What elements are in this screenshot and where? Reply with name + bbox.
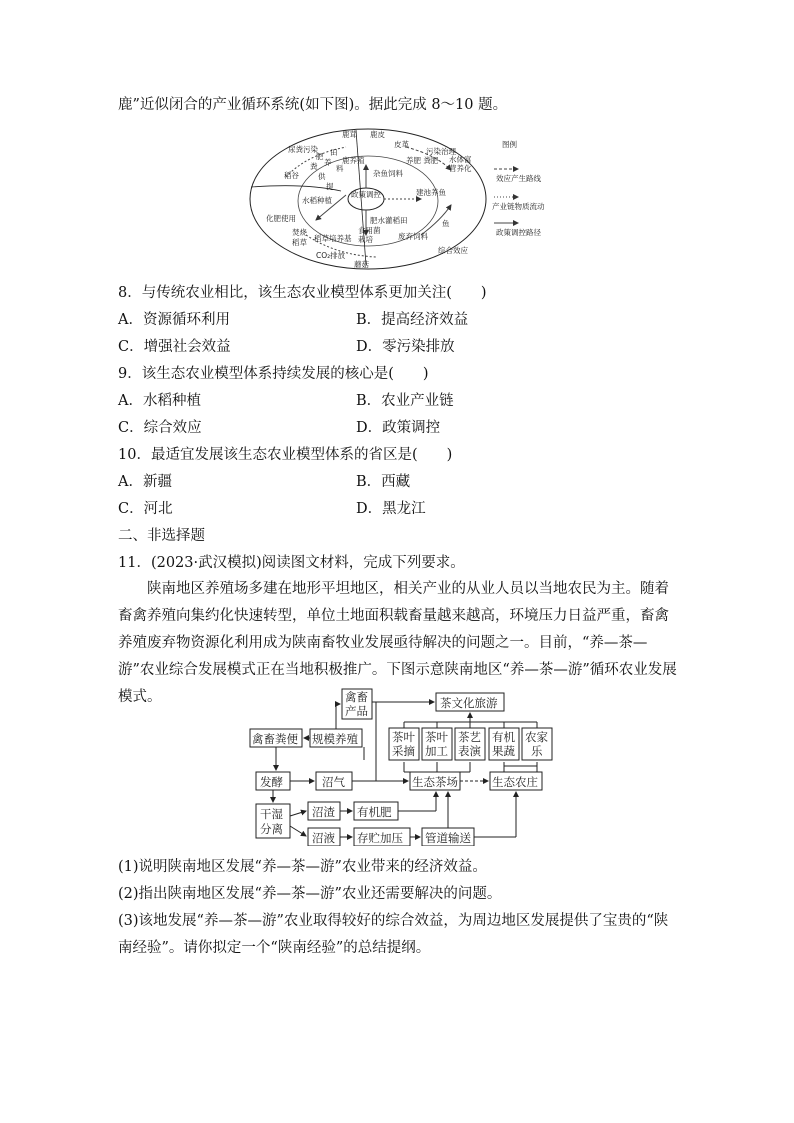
svg-text:供: 供 — [318, 172, 326, 181]
svg-text:沼渣: 沼渣 — [312, 805, 335, 819]
q10-option-a: A．新疆 — [118, 474, 172, 490]
svg-text:鱼: 鱼 — [442, 219, 450, 228]
q9-option-b: B．农业产业链 — [356, 393, 454, 409]
eco-cycle-diagram — [246, 125, 556, 273]
svg-text:污染治理: 污染治理 — [426, 147, 456, 156]
svg-text:废弃饲料: 废弃饲料 — [398, 232, 428, 241]
svg-text:发酵: 发酵 — [260, 775, 283, 789]
q9-option-d: D．政策调控 — [356, 420, 441, 436]
svg-text:茶文化旅游: 茶文化旅游 — [440, 696, 498, 710]
svg-text:规模养殖: 规模养殖 — [312, 732, 358, 746]
svg-text:有机肥: 有机肥 — [357, 805, 392, 819]
svg-text:提: 提 — [326, 182, 334, 191]
svg-text:禽畜: 禽畜 — [345, 690, 368, 704]
svg-text:水体富: 水体富 — [449, 155, 472, 164]
q8-option-b: B．提高经济效益 — [356, 312, 469, 328]
q8-option-d: D．零污染排放 — [356, 339, 455, 355]
svg-text:干湿: 干湿 — [260, 807, 283, 821]
svg-text:产业链物质流动: 产业链物质流动 — [492, 202, 545, 211]
svg-text:果蔬: 果蔬 — [492, 744, 515, 758]
svg-text:政策调控路径: 政策调控路径 — [496, 228, 541, 237]
svg-text:产品: 产品 — [345, 704, 368, 718]
legend-title: 图例 — [502, 140, 517, 149]
svg-text:乐: 乐 — [531, 744, 543, 758]
q10-stem: 10．最适宜发展该生态农业模型体系的省区是( ) — [118, 447, 453, 463]
svg-text:稻草培养基: 稻草培养基 — [314, 234, 352, 243]
q11-sub2: (2)指出陕南地区发展“养—茶—游”农业还需要解决的问题。 — [118, 886, 502, 902]
svg-text:栽培: 栽培 — [358, 235, 373, 244]
svg-text:加工: 加工 — [425, 744, 448, 758]
svg-text:建池养鱼: 建池养鱼 — [416, 188, 446, 197]
q10-option-c: C．河北 — [118, 501, 173, 517]
svg-text:杂鱼饲料: 杂鱼饲料 — [373, 169, 403, 178]
svg-text:茶艺: 茶艺 — [458, 730, 481, 744]
svg-text:水稻种植: 水稻种植 — [302, 196, 332, 205]
svg-text:养肥 粪肥: 养肥 粪肥 — [406, 156, 439, 165]
svg-text:管道输送: 管道输送 — [425, 831, 471, 845]
svg-text:焚烧: 焚烧 — [292, 228, 307, 237]
svg-text:蘑菇: 蘑菇 — [354, 260, 369, 269]
svg-text:沼液: 沼液 — [312, 831, 335, 845]
svg-text:CO₂排放: CO₂排放 — [316, 251, 346, 260]
q9-option-c: C．综合效应 — [118, 420, 202, 436]
svg-text:茶叶: 茶叶 — [425, 730, 448, 744]
intro-text: 鹿”近似闭合的产业循环系统(如下图)。据此完成 8～10 题。 — [118, 97, 508, 113]
q11-sub3-line1: (3)该地发展“养—茶—游”农业取得较好的综合效益，为周边地区发展提供了宝贵的“陕 — [118, 913, 669, 929]
svg-text:表演: 表演 — [458, 744, 481, 758]
q10-option-b: B．西藏 — [356, 474, 411, 490]
q10-option-d: D．黑龙江 — [356, 501, 426, 517]
svg-text:沼气: 沼气 — [322, 775, 345, 789]
q11-head: 11．(2023·武汉模拟)阅读图文材料，完成下列要求。 — [118, 555, 465, 571]
svg-text:尿粪污染: 尿粪污染 — [288, 145, 318, 154]
svg-text:鹿茸: 鹿茸 — [342, 130, 357, 139]
svg-text:鹿养殖: 鹿养殖 — [342, 156, 365, 165]
svg-text:农家: 农家 — [525, 730, 548, 744]
svg-text:效应产生路线: 效应产生路线 — [496, 174, 541, 183]
svg-text:生态茶场: 生态茶场 — [412, 775, 458, 789]
q11-material: 陕南地区养殖场多建在地形平坦地区，相关产业的从业人员以当地农民为主。随着畜禽养殖向集约化快速转型，单位土地面积载畜量越来越高，环境压力日益严重，畜禽养殖废弃物资源化利用成为陕南畜牧业发展亟待解决的问题之一。目前，“养—茶—游”农业综合发展模式正在当地积极推广。下图示意陕南地区“养—茶—游”循环农业发展模式。 — [118, 581, 677, 705]
section-heading: 二、非选择题 — [118, 528, 205, 544]
svg-text:化肥使用: 化肥使用 — [266, 214, 296, 223]
svg-text:分离: 分离 — [260, 822, 283, 836]
svg-text:皮革: 皮革 — [394, 140, 409, 149]
q11-sub3-line2: 南经验”。请你拟定一个“陕南经验”的总结提纲。 — [118, 940, 431, 956]
q8-stem: 8．与传统农业相比，该生态农业模型体系更加关注( ) — [118, 285, 487, 301]
svg-text:肥: 肥 — [316, 152, 324, 161]
q9-stem: 9．该生态农业模型体系持续发展的核心是( ) — [118, 366, 429, 382]
svg-text:食用菌: 食用菌 — [358, 226, 381, 235]
svg-text:稻谷: 稻谷 — [284, 171, 299, 180]
svg-text:有机: 有机 — [492, 730, 515, 744]
yang-cha-you-flow-diagram — [244, 686, 554, 846]
svg-text:茶叶: 茶叶 — [392, 730, 415, 744]
svg-text:营养化: 营养化 — [449, 164, 472, 173]
center-label: 政策调控 — [351, 190, 381, 199]
svg-text:生态农庄: 生态农庄 — [492, 775, 538, 789]
svg-text:料: 料 — [336, 164, 344, 173]
q9-option-a: A．水稻种植 — [118, 393, 201, 409]
svg-text:采摘: 采摘 — [392, 744, 415, 758]
svg-text:田: 田 — [330, 148, 338, 157]
svg-text:养: 养 — [324, 158, 332, 167]
svg-text:禽畜粪便: 禽畜粪便 — [252, 732, 298, 746]
svg-text:存贮加压: 存贮加压 — [357, 831, 403, 845]
svg-text:稻草: 稻草 — [292, 238, 307, 247]
svg-text:肥水灌稻田: 肥水灌稻田 — [370, 216, 408, 225]
q11-sub1: (1)说明陕南地区发展“养—茶—游”农业带来的经济效益。 — [118, 859, 487, 875]
q8-option-a: A．资源循环利用 — [118, 312, 230, 328]
svg-text:综合效应: 综合效应 — [438, 246, 468, 255]
svg-text:鹿皮: 鹿皮 — [370, 130, 385, 139]
q8-option-c: C．增强社会效益 — [118, 339, 231, 355]
svg-text:粪: 粪 — [310, 162, 318, 171]
